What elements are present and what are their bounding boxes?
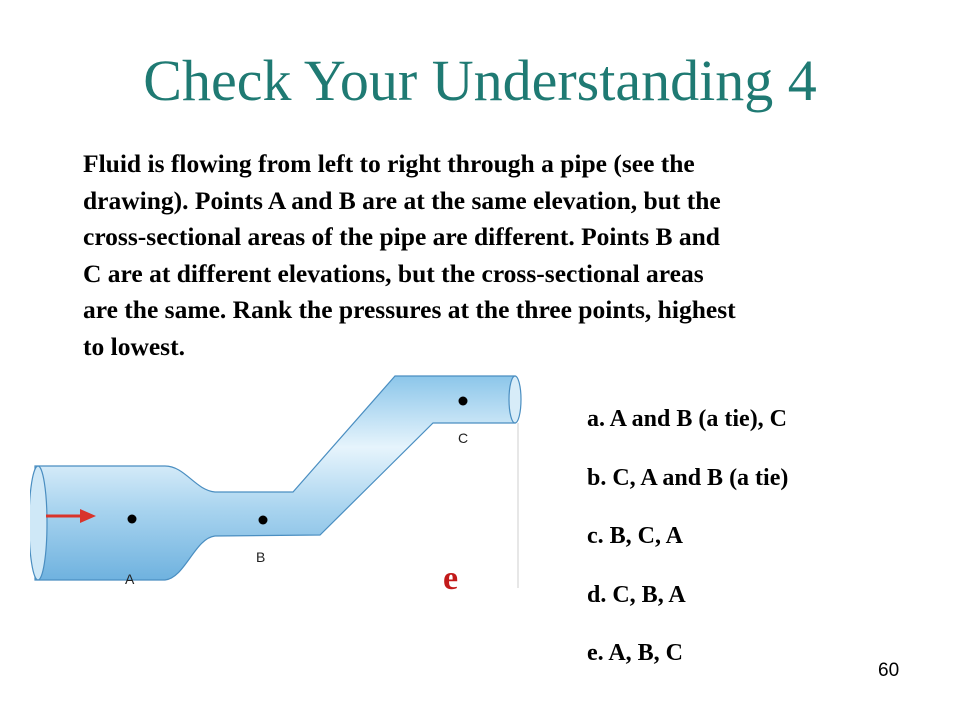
point-b-label: B [256,549,266,565]
question-line: are the same. Rank the pressures at the three points, highest [83,295,736,325]
point-c-label: C [458,430,469,446]
point-a-dot [128,515,137,524]
point-c-dot [459,397,468,406]
question-text [83,146,913,366]
point-b-dot [259,516,268,525]
question-line: to lowest. [83,331,185,361]
page-number: 60 [878,660,900,681]
pipe-body [35,376,515,580]
option-c[interactable]: c. B, C, A [587,523,683,549]
option-e[interactable]: e. A, B, C [587,640,683,666]
pipe-right-opening [509,376,521,423]
point-a-label: A [125,571,135,587]
correct-answer-mark: e [443,560,459,597]
slide-title: Check Your Understanding 4 [143,48,817,113]
answer-options [587,398,788,691]
question-line: C are at different elevations, but the cross-sectional areas [83,258,704,288]
question-line: Fluid is flowing from left to right through a pipe (see the [83,149,695,178]
pipe-left-opening [30,466,47,580]
question-line: drawing). Points A and B are at the same elevation, but the [83,185,721,215]
question-line: cross-sectional areas of the pipe are different. Points B and [83,222,720,252]
option-a[interactable]: a. A and B (a tie), C [587,406,788,432]
option-b[interactable]: b. C, A and B (a tie) [587,464,789,491]
option-d[interactable]: d. C, B, A [587,581,686,608]
